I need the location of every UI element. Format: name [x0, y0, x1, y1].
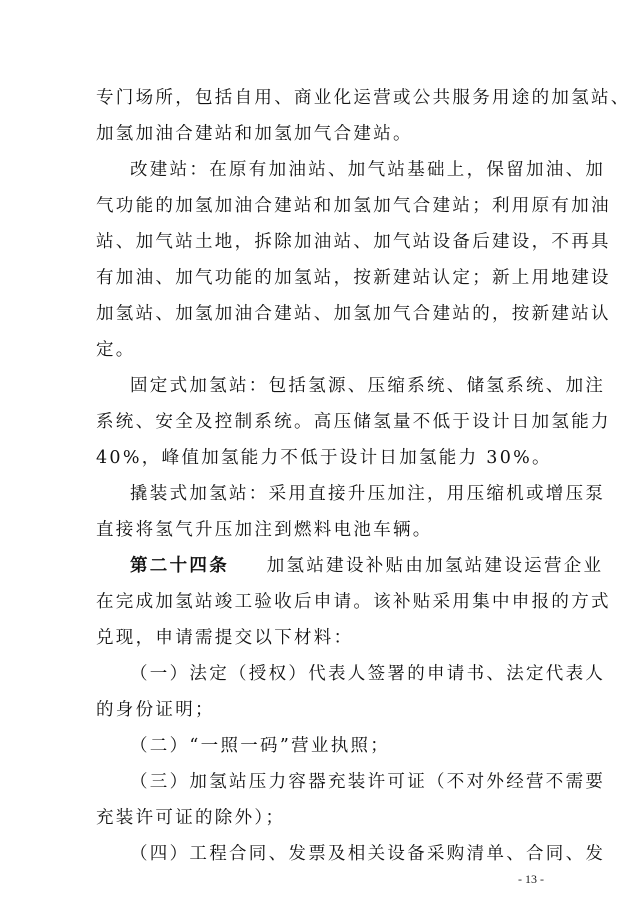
list-item: （三）加氢站压力容器充装许可证（不对外经营不需要	[130, 772, 606, 792]
list-item: （二）“一照一码”营业执照；	[130, 736, 391, 756]
text-line: 40%，峰值加氢能力不低于设计日加氢能力 30%。	[96, 448, 552, 468]
list-item: （一）法定（授权）代表人签署的申请书、法定代表人	[130, 664, 606, 684]
list-item: （四）工程合同、发票及相关设备采购清单、合同、发	[130, 844, 606, 864]
text-line: 的身份证明；	[96, 700, 215, 720]
text-line: 定。	[96, 340, 136, 360]
text-line: 兑现，申请需提交以下材料：	[96, 628, 354, 648]
article-line	[130, 548, 604, 584]
text-line: 气功能的加氢加油合建站和加氢加气合建站；利用原有加油	[96, 196, 611, 216]
page-number: - 13 -	[518, 872, 544, 886]
text-line: 改建站：在原有加油站、加气站基础上，保留加油、加	[130, 160, 606, 180]
text-line: 系统、安全及控制系统。高压储氢量不低于设计日加氢能力	[96, 412, 611, 432]
article-text: 加氢站建设补贴由加氢站建设运营企业	[266, 556, 604, 576]
text-line: 有加油、加气功能的加氢站，按新建站认定；新上用地建设	[96, 268, 611, 288]
text-line: 固定式加氢站：包括氢源、压缩系统、储氢系统、加注	[130, 376, 606, 396]
text-line: 专门场所，包括自用、商业化运营或公共服务用途的加氢站、	[96, 88, 631, 108]
text-line: 在完成加氢站竣工验收后申请。该补贴采用集中申报的方式	[96, 592, 611, 612]
text-line: 直接将氢气升压加注到燃料电池车辆。	[96, 520, 433, 540]
text-line: 充装许可证的除外）；	[96, 808, 286, 828]
text-line: 站、加气站土地，拆除加油站、加气站设备后建设，不再具	[96, 232, 611, 252]
text-line: 加氢站、加氢加油合建站、加氢加气合建站的，按新建站认	[96, 304, 611, 324]
text-line: 撬装式加氢站：采用直接升压加注，用压缩机或增压泵	[130, 484, 606, 504]
article-heading: 第二十四条	[130, 556, 229, 576]
text-line: 加氢加油合建站和加氢加气合建站。	[96, 124, 413, 144]
